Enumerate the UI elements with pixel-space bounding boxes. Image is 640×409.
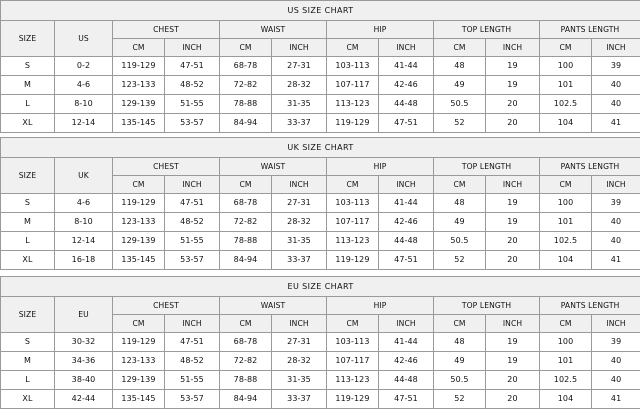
unit-cm-header: CM	[540, 315, 592, 333]
cell-pants-cm: 104	[540, 251, 592, 270]
cell-size: M	[1, 352, 55, 371]
cell-region: 8-10	[55, 213, 113, 232]
cell-top-cm: 48	[434, 57, 486, 76]
cell-pants-in: 39	[592, 333, 640, 352]
cell-size: L	[1, 232, 55, 251]
cell-pants-in: 41	[592, 390, 640, 409]
cell-waist-cm: 72-82	[220, 352, 272, 371]
cell-region: 0-2	[55, 57, 113, 76]
cell-pants-cm: 104	[540, 390, 592, 409]
cell-hip-in: 41-44	[379, 333, 434, 352]
cell-pants-in: 41	[592, 114, 640, 133]
cell-region: 4-6	[55, 76, 113, 95]
pants-length-header: PANTS LENGTH	[540, 21, 640, 39]
table-row	[1, 213, 640, 232]
unit-inch-header: INCH	[165, 315, 220, 333]
table-row	[1, 57, 640, 76]
unit-inch-header: INCH	[379, 315, 434, 333]
pants-length-header: PANTS LENGTH	[540, 158, 640, 176]
region-header: UK	[55, 158, 113, 194]
cell-hip-cm: 103-113	[327, 57, 379, 76]
cell-waist-in: 28-32	[272, 352, 327, 371]
unit-inch-header: INCH	[272, 315, 327, 333]
cell-hip-cm: 107-117	[327, 213, 379, 232]
cell-region: 30-32	[55, 333, 113, 352]
cell-size: L	[1, 371, 55, 390]
cell-waist-in: 31-35	[272, 232, 327, 251]
unit-inch-header: INCH	[379, 176, 434, 194]
table-row	[1, 232, 640, 251]
unit-cm-header: CM	[113, 315, 165, 333]
cell-chest-cm: 135-145	[113, 251, 165, 270]
cell-waist-in: 31-35	[272, 95, 327, 114]
cell-waist-cm: 68-78	[220, 57, 272, 76]
cell-chest-in: 51-55	[165, 232, 220, 251]
unit-inch-header: INCH	[272, 39, 327, 57]
cell-chest-in: 48-52	[165, 352, 220, 371]
waist-header: WAIST	[220, 158, 327, 176]
cell-top-in: 19	[486, 213, 540, 232]
chest-header: CHEST	[113, 21, 220, 39]
cell-top-in: 20	[486, 371, 540, 390]
cell-hip-cm: 103-113	[327, 333, 379, 352]
cell-top-in: 20	[486, 390, 540, 409]
cell-pants-cm: 100	[540, 333, 592, 352]
cell-hip-cm: 119-129	[327, 390, 379, 409]
cell-pants-cm: 101	[540, 76, 592, 95]
cell-pants-cm: 100	[540, 57, 592, 76]
cell-top-in: 19	[486, 333, 540, 352]
cell-top-in: 20	[486, 251, 540, 270]
pants-length-header: PANTS LENGTH	[540, 297, 640, 315]
cell-hip-cm: 119-129	[327, 251, 379, 270]
cell-hip-in: 44-48	[379, 371, 434, 390]
size-table	[0, 0, 640, 133]
cell-chest-in: 48-52	[165, 76, 220, 95]
table-row	[1, 371, 640, 390]
cell-top-cm: 50.5	[434, 95, 486, 114]
cell-chest-cm: 135-145	[113, 114, 165, 133]
table-row	[1, 251, 640, 270]
cell-waist-cm: 78-88	[220, 371, 272, 390]
unit-cm-header: CM	[113, 39, 165, 57]
size-header: SIZE	[1, 297, 55, 333]
unit-inch-header: INCH	[165, 176, 220, 194]
cell-hip-in: 42-46	[379, 213, 434, 232]
cell-waist-in: 27-31	[272, 333, 327, 352]
unit-inch-header: INCH	[379, 39, 434, 57]
cell-hip-cm: 113-123	[327, 232, 379, 251]
size-table	[0, 276, 640, 409]
cell-waist-in: 33-37	[272, 114, 327, 133]
cell-chest-cm: 123-133	[113, 76, 165, 95]
cell-waist-cm: 84-94	[220, 251, 272, 270]
cell-waist-cm: 78-88	[220, 232, 272, 251]
cell-top-cm: 50.5	[434, 232, 486, 251]
unit-inch-header: INCH	[165, 39, 220, 57]
cell-top-in: 20	[486, 114, 540, 133]
unit-cm-header: CM	[220, 39, 272, 57]
cell-hip-in: 44-48	[379, 232, 434, 251]
chest-header: CHEST	[113, 158, 220, 176]
unit-cm-header: CM	[220, 176, 272, 194]
top-length-header: TOP LENGTH	[434, 158, 540, 176]
cell-pants-in: 40	[592, 76, 640, 95]
cell-pants-cm: 101	[540, 213, 592, 232]
cell-hip-cm: 107-117	[327, 352, 379, 371]
cell-waist-cm: 78-88	[220, 95, 272, 114]
cell-top-in: 19	[486, 57, 540, 76]
cell-top-in: 20	[486, 232, 540, 251]
cell-top-cm: 49	[434, 213, 486, 232]
unit-inch-header: INCH	[592, 176, 640, 194]
cell-chest-cm: 129-139	[113, 95, 165, 114]
cell-chest-in: 48-52	[165, 213, 220, 232]
unit-cm-header: CM	[327, 315, 379, 333]
cell-region: 42-44	[55, 390, 113, 409]
cell-waist-in: 33-37	[272, 251, 327, 270]
cell-pants-in: 40	[592, 371, 640, 390]
cell-region: 12-14	[55, 232, 113, 251]
cell-pants-in: 39	[592, 57, 640, 76]
unit-inch-header: INCH	[592, 39, 640, 57]
table-row	[1, 194, 640, 213]
cell-top-cm: 48	[434, 194, 486, 213]
cell-waist-in: 27-31	[272, 57, 327, 76]
chart-title: UK SIZE CHART	[1, 138, 640, 158]
cell-hip-in: 47-51	[379, 390, 434, 409]
waist-header: WAIST	[220, 297, 327, 315]
cell-top-in: 20	[486, 95, 540, 114]
cell-pants-in: 40	[592, 232, 640, 251]
cell-hip-cm: 107-117	[327, 76, 379, 95]
cell-size: S	[1, 333, 55, 352]
size-table	[0, 137, 640, 270]
unit-inch-header: INCH	[486, 176, 540, 194]
cell-region: 34-36	[55, 352, 113, 371]
unit-cm-header: CM	[327, 39, 379, 57]
cell-top-cm: 52	[434, 114, 486, 133]
hip-header: HIP	[327, 297, 434, 315]
cell-chest-in: 51-55	[165, 371, 220, 390]
unit-cm-header: CM	[540, 39, 592, 57]
cell-hip-in: 42-46	[379, 76, 434, 95]
cell-region: 12-14	[55, 114, 113, 133]
region-header: EU	[55, 297, 113, 333]
cell-chest-in: 53-57	[165, 251, 220, 270]
chart-title: EU SIZE CHART	[1, 277, 640, 297]
top-length-header: TOP LENGTH	[434, 21, 540, 39]
unit-cm-header: CM	[327, 176, 379, 194]
cell-chest-in: 53-57	[165, 114, 220, 133]
cell-chest-cm: 119-129	[113, 333, 165, 352]
unit-inch-header: INCH	[592, 315, 640, 333]
cell-size: L	[1, 95, 55, 114]
cell-chest-cm: 123-133	[113, 213, 165, 232]
cell-pants-cm: 100	[540, 194, 592, 213]
us-size-chart	[0, 0, 640, 133]
cell-top-cm: 50.5	[434, 371, 486, 390]
cell-top-cm: 49	[434, 352, 486, 371]
table-row	[1, 76, 640, 95]
cell-pants-in: 40	[592, 213, 640, 232]
cell-chest-cm: 129-139	[113, 371, 165, 390]
unit-cm-header: CM	[434, 315, 486, 333]
table-row	[1, 333, 640, 352]
cell-size: XL	[1, 251, 55, 270]
cell-size: M	[1, 76, 55, 95]
cell-hip-in: 41-44	[379, 57, 434, 76]
size-header: SIZE	[1, 21, 55, 57]
unit-cm-header: CM	[434, 176, 486, 194]
cell-chest-in: 47-51	[165, 194, 220, 213]
unit-cm-header: CM	[113, 176, 165, 194]
cell-waist-cm: 84-94	[220, 114, 272, 133]
cell-waist-in: 33-37	[272, 390, 327, 409]
cell-waist-cm: 72-82	[220, 76, 272, 95]
hip-header: HIP	[327, 21, 434, 39]
table-row	[1, 114, 640, 133]
cell-region: 38-40	[55, 371, 113, 390]
cell-chest-in: 47-51	[165, 57, 220, 76]
cell-size: S	[1, 57, 55, 76]
region-header: US	[55, 21, 113, 57]
size-header: SIZE	[1, 158, 55, 194]
uk-size-chart	[0, 137, 640, 270]
cell-waist-cm: 84-94	[220, 390, 272, 409]
cell-chest-cm: 123-133	[113, 352, 165, 371]
eu-size-chart	[0, 276, 640, 409]
cell-waist-in: 28-32	[272, 76, 327, 95]
cell-hip-cm: 113-123	[327, 371, 379, 390]
table-row	[1, 352, 640, 371]
cell-pants-in: 39	[592, 194, 640, 213]
cell-hip-in: 41-44	[379, 194, 434, 213]
chart-title: US SIZE CHART	[1, 1, 640, 21]
cell-region: 16-18	[55, 251, 113, 270]
table-row	[1, 390, 640, 409]
cell-pants-cm: 102.5	[540, 232, 592, 251]
cell-top-cm: 52	[434, 251, 486, 270]
unit-inch-header: INCH	[486, 315, 540, 333]
cell-waist-in: 27-31	[272, 194, 327, 213]
cell-hip-in: 47-51	[379, 251, 434, 270]
cell-region: 4-6	[55, 194, 113, 213]
cell-size: XL	[1, 390, 55, 409]
cell-hip-cm: 103-113	[327, 194, 379, 213]
cell-pants-in: 40	[592, 352, 640, 371]
cell-chest-in: 53-57	[165, 390, 220, 409]
cell-chest-cm: 119-129	[113, 194, 165, 213]
cell-chest-cm: 119-129	[113, 57, 165, 76]
cell-waist-in: 31-35	[272, 371, 327, 390]
cell-top-cm: 48	[434, 333, 486, 352]
unit-cm-header: CM	[434, 39, 486, 57]
unit-cm-header: CM	[540, 176, 592, 194]
cell-waist-cm: 68-78	[220, 194, 272, 213]
cell-pants-cm: 104	[540, 114, 592, 133]
cell-size: XL	[1, 114, 55, 133]
cell-hip-in: 44-48	[379, 95, 434, 114]
hip-header: HIP	[327, 158, 434, 176]
cell-pants-in: 41	[592, 251, 640, 270]
cell-pants-in: 40	[592, 95, 640, 114]
cell-top-cm: 49	[434, 76, 486, 95]
cell-pants-cm: 101	[540, 352, 592, 371]
cell-size: S	[1, 194, 55, 213]
top-length-header: TOP LENGTH	[434, 297, 540, 315]
cell-chest-in: 47-51	[165, 333, 220, 352]
cell-chest-cm: 129-139	[113, 232, 165, 251]
cell-chest-in: 51-55	[165, 95, 220, 114]
cell-chest-cm: 135-145	[113, 390, 165, 409]
unit-inch-header: INCH	[486, 39, 540, 57]
cell-top-in: 19	[486, 352, 540, 371]
table-row	[1, 95, 640, 114]
cell-hip-in: 47-51	[379, 114, 434, 133]
cell-pants-cm: 102.5	[540, 371, 592, 390]
cell-hip-cm: 113-123	[327, 95, 379, 114]
unit-cm-header: CM	[220, 315, 272, 333]
cell-waist-cm: 68-78	[220, 333, 272, 352]
cell-pants-cm: 102.5	[540, 95, 592, 114]
chest-header: CHEST	[113, 297, 220, 315]
cell-size: M	[1, 213, 55, 232]
waist-header: WAIST	[220, 21, 327, 39]
cell-waist-in: 28-32	[272, 213, 327, 232]
cell-top-in: 19	[486, 194, 540, 213]
cell-top-in: 19	[486, 76, 540, 95]
cell-region: 8-10	[55, 95, 113, 114]
cell-top-cm: 52	[434, 390, 486, 409]
cell-waist-cm: 72-82	[220, 213, 272, 232]
unit-inch-header: INCH	[272, 176, 327, 194]
cell-hip-in: 42-46	[379, 352, 434, 371]
cell-hip-cm: 119-129	[327, 114, 379, 133]
